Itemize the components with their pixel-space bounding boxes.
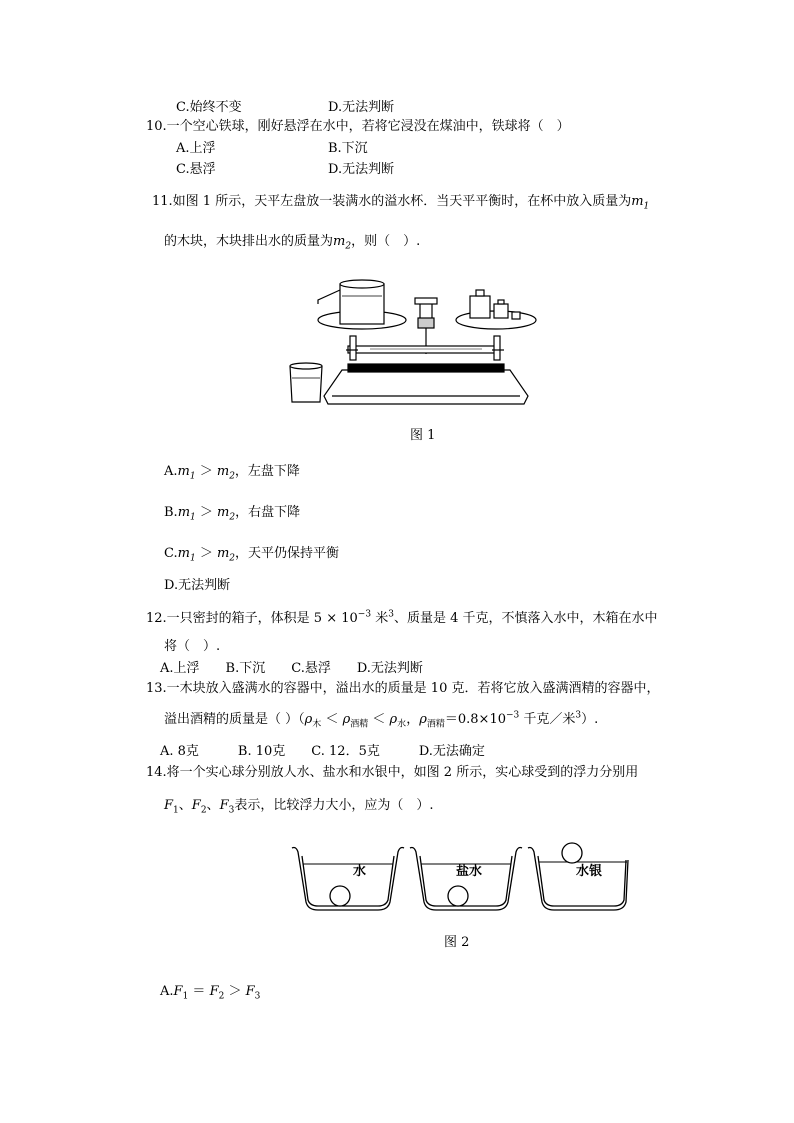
- q11-option-d: D.无法判断: [164, 578, 231, 593]
- container-label-salt-water: 盐水: [456, 864, 483, 879]
- m1-symbol: $m_1$: [631, 194, 650, 212]
- q10-option-c: C.悬浮: [176, 162, 216, 177]
- q10-option-b: B.下沉: [328, 141, 368, 156]
- q12-stem-1b: 米: [371, 611, 389, 626]
- q13-exponent: −3: [505, 710, 520, 721]
- q11-option-a-prefix: A.: [164, 464, 178, 479]
- q14-stem-line1: 14.将一个实心球分别放人水、盐水和水银中，如图 2 所示，实心球受到的浮力分别用: [146, 765, 639, 780]
- q11-option-c-text: ，天平仍保持平衡: [235, 546, 340, 561]
- q10-option-d: D.无法判断: [328, 162, 395, 177]
- q12-stem-line2: 将（ ）.: [164, 639, 221, 654]
- q12-exponent: −3: [357, 609, 372, 620]
- container-label-water: 水: [353, 864, 367, 879]
- q12-stem-1c: 、质量是 4 千克，不慎落入水中，木箱在水中: [393, 611, 658, 626]
- q11-option-b-prefix: B.: [164, 505, 178, 520]
- q11-option-b: $B.m_1 > m_2$，右盘下降: [164, 505, 301, 523]
- m2-symbol: $m_2$: [333, 234, 352, 252]
- q11-stem-line2: [164, 233, 420, 251]
- rho-wood-subscript: 木: [312, 719, 322, 730]
- q11-stem-text: 11.如图 1 所示，天平左盘放一装满水的溢水杯．当天平平衡时，在杯中放入质量为: [152, 194, 632, 209]
- rho-alcohol-subscript: 酒精: [350, 719, 369, 730]
- q11-option-c: $C.m_1 > m_2$，天平仍保持平衡: [164, 546, 340, 564]
- q11-stem-text-2a: 的木块，木块排出水的质量为: [164, 234, 334, 249]
- figure-2-caption: 图 2: [444, 935, 470, 950]
- q14-stem-line2: $F_1$、$F_2$、$F_3$表示，比较浮力大小，应为（ ）.: [164, 798, 434, 816]
- q11-option-c-prefix: C.: [164, 546, 178, 561]
- q9-option-c: C.始终不变: [176, 100, 242, 115]
- q13-options: A. 8克 B. 10克 C. 12．5克 D.无法确定: [160, 744, 485, 759]
- q10-stem: 10.一个空心铁球，刚好悬浮在水中，若将它浸没在煤油中，铁球将（ ）: [146, 119, 570, 134]
- q11-option-a-text: ，左盘下降: [234, 464, 300, 479]
- q13-stem-2b: ＝0.8×10: [444, 712, 506, 727]
- q13-stem-2a: 溢出酒精的质量是（ ）（: [164, 712, 305, 727]
- q10-option-a: A.上浮: [176, 141, 216, 156]
- figure-1-balance-scale: [282, 270, 544, 412]
- q14-option-a: $A.F_1 = F_2 > F_3$: [160, 984, 261, 1002]
- q13-stem-2c: 千克／米: [519, 712, 576, 727]
- q9-option-d: D.无法判断: [328, 100, 395, 115]
- q12-stem-1a: 12.一只密封的箱子，体积是 5 × 10: [146, 611, 358, 626]
- q11-stem-line1: [152, 193, 649, 211]
- q14-stem-2b: 表示，比较浮力大小，应为（ ）.: [234, 798, 434, 813]
- q11-option-b-text: ，右盘下降: [235, 505, 301, 520]
- q13-stem-line2: 溢出酒精的质量是（ ）（$\rho_木 < \rho_{酒精} < \rho_水$，$\rho_{酒精}=0.8\times 10^{-3}$ 千克／米$^3$）.: [164, 710, 599, 730]
- q14-option-a-prefix: A.: [160, 984, 174, 999]
- q11-option-a: $A.m_1 > m_2$，左盘下降: [164, 464, 300, 482]
- figure-1-caption: 图 1: [410, 428, 436, 443]
- q12-options: A.上浮 B.下沉 C.悬浮 D.无法判断: [160, 661, 423, 676]
- q13-stem-line1: 13.一木块放入盛满水的容器中，溢出水的质量是 10 克．若将它放入盛满酒精的容器中，: [146, 681, 660, 696]
- q11-stem-text-2b: ，则（ ）.: [351, 234, 421, 249]
- rho-water-subscript: 水: [397, 719, 407, 730]
- q12-stem-line1: 12.一只密封的箱子，体积是 $5 \times 10^{-3}$ 米$^3$、质量是 4 千克，不慎落入水中，木箱在水中: [146, 609, 658, 626]
- container-label-mercury: 水银: [576, 864, 603, 879]
- q13-stem-2d: ）.: [581, 712, 599, 727]
